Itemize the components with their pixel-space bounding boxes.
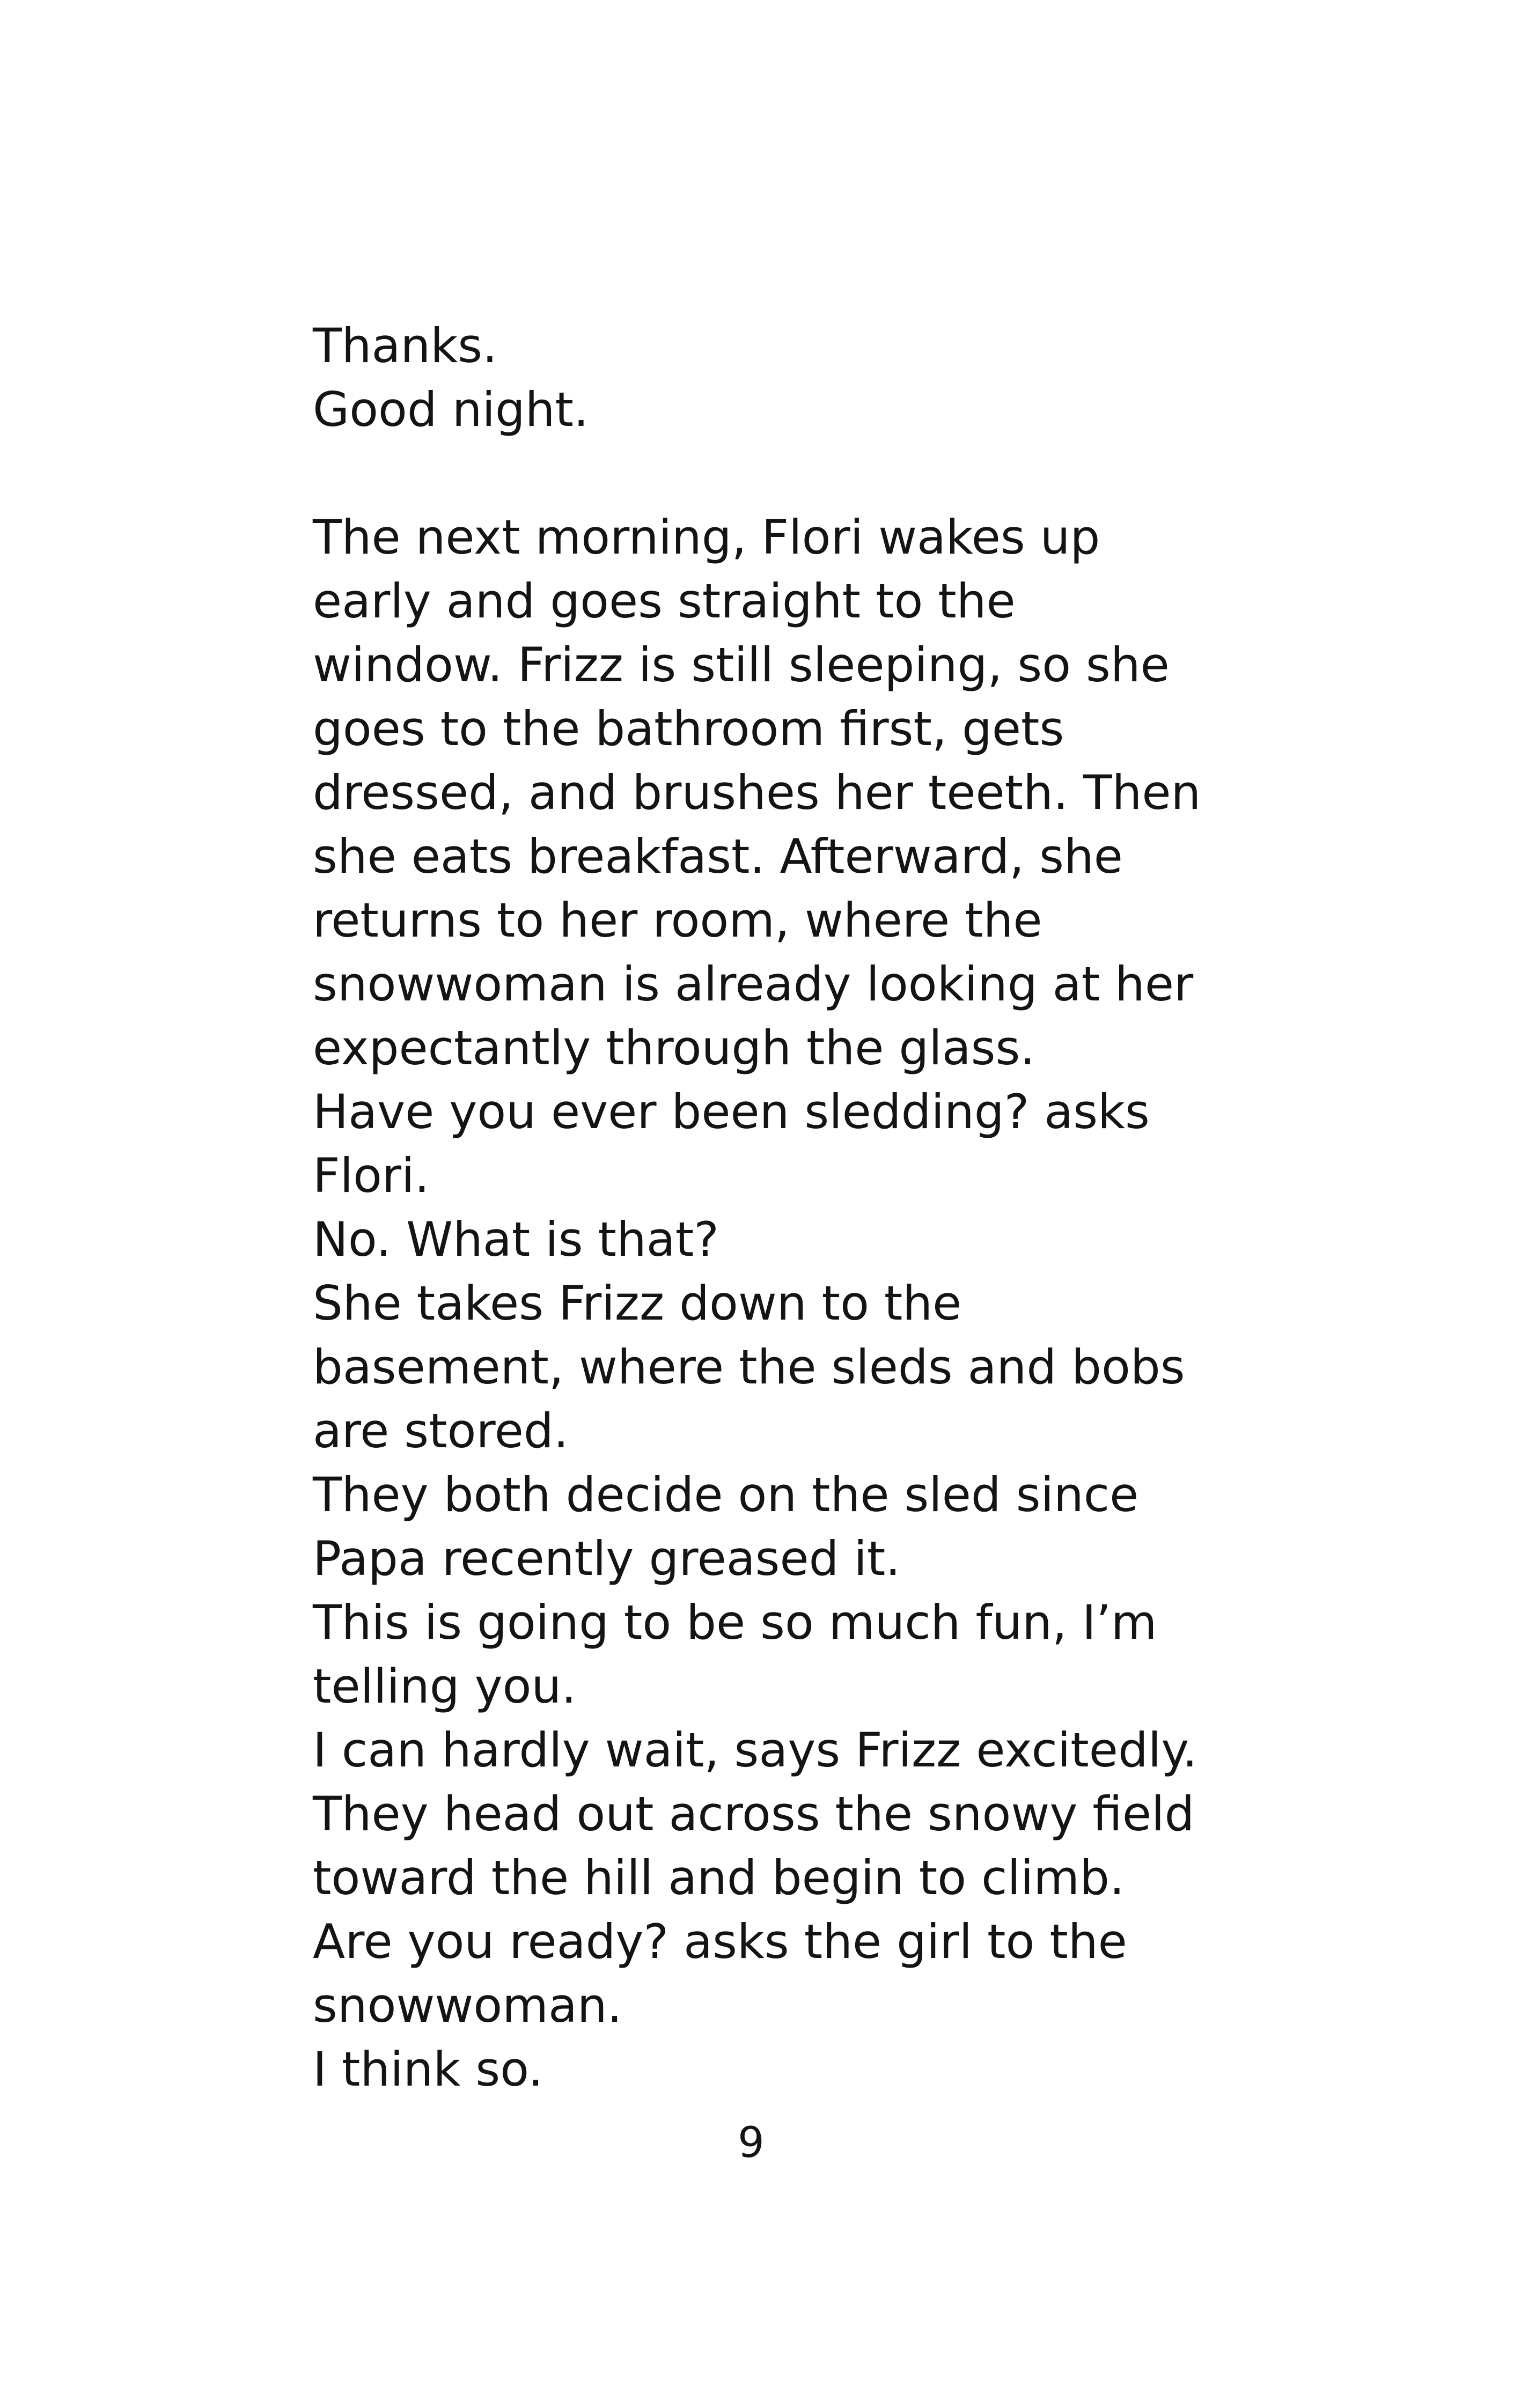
text-line: window. Frizz is still sleeping, so she — [313, 637, 1170, 693]
text-line: snowwoman. — [313, 1978, 622, 2033]
text-line: snowwoman is already looking at her — [313, 956, 1194, 1012]
text-line: Good night. — [313, 382, 589, 437]
text-line: goes to the bathroom first, gets — [313, 701, 1064, 756]
text-line: returns to her room, where the — [313, 893, 1042, 948]
text-line: Papa recently greased it. — [313, 1531, 901, 1586]
text-line: basement, where the sleds and bobs — [313, 1339, 1185, 1395]
text-line: They both decide on the sled since — [313, 1467, 1139, 1522]
story-text — [313, 314, 1225, 2101]
text-line: The next morning, Flori wakes up — [313, 510, 1100, 565]
text-line: This is going to be so much fun, I’m — [313, 1595, 1157, 1650]
text-line: No. What is that? — [313, 1212, 719, 1267]
page-number: 9 — [738, 2119, 765, 2167]
text-line: Thanks. — [313, 318, 498, 373]
text-line: She takes Frizz down to the — [313, 1276, 962, 1331]
text-line: she eats breakfast. Afterward, she — [313, 829, 1123, 884]
text-line: They head out across the snowy field — [313, 1786, 1195, 1842]
text-line: I can hardly wait, says Frizz excitedly. — [313, 1722, 1197, 1778]
text-line: expectantly through the glass. — [313, 1020, 1035, 1076]
text-line: early and goes straight to the — [313, 573, 1016, 629]
text-line: are stored. — [313, 1403, 569, 1459]
text-line: Are you ready? asks the girl to the — [313, 1914, 1127, 1969]
paragraph-spacer — [313, 441, 1225, 505]
text-line: I think so. — [313, 2042, 543, 2097]
text-line: Flori. — [313, 1148, 430, 1203]
text-line: dressed, and brushes her teeth. Then — [313, 765, 1201, 820]
text-line: telling you. — [313, 1659, 577, 1714]
text-line: Have you ever been sledding? asks — [313, 1084, 1150, 1139]
text-line: toward the hill and begin to climb. — [313, 1850, 1125, 1905]
